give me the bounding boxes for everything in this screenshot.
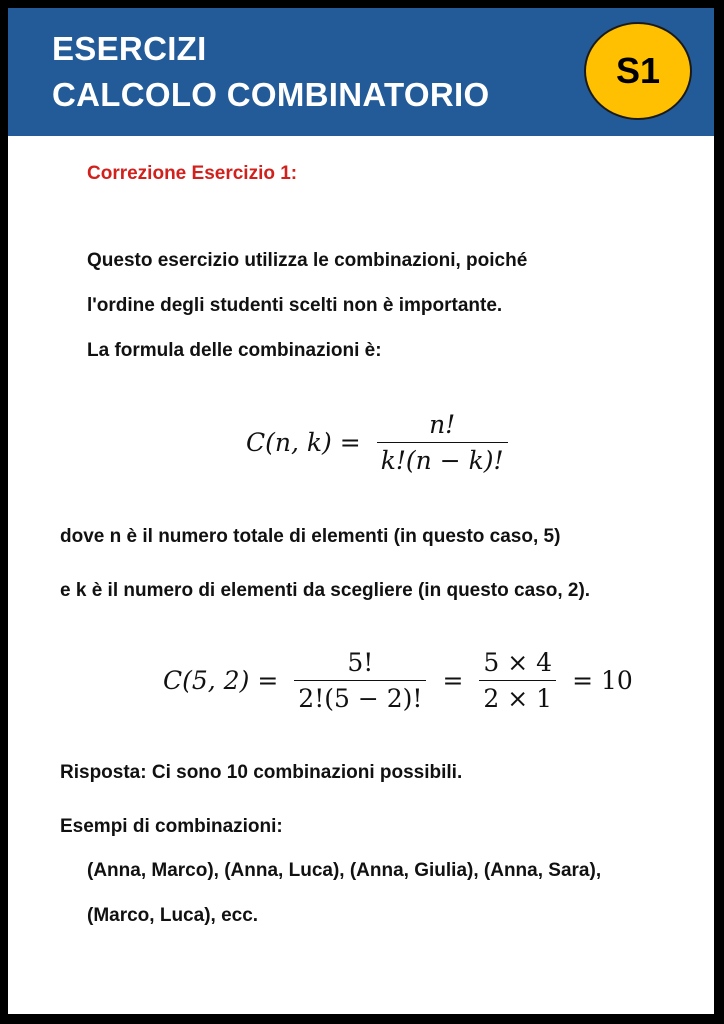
- correction-heading: Correzione Esercizio 1:: [87, 163, 298, 184]
- formula-denominator: k!(n − k)!: [377, 442, 508, 475]
- calc-fraction-2-numerator: 5 × 4: [483, 648, 553, 677]
- formula-lhs: C(n, k): [246, 428, 332, 457]
- intro-line-3: La formula delle combinazioni è:: [87, 340, 382, 361]
- formula-numerator: n!: [429, 410, 456, 439]
- title-line-1: ESERCIZI: [52, 30, 207, 67]
- explain-line-1: dove n è il numero totale di elementi (in questo caso, 5): [60, 526, 561, 547]
- combination-formula: [246, 410, 516, 475]
- examples-line-2: (Marco, Luca), ecc.: [87, 905, 259, 926]
- calc-fraction-2-denominator: 2 × 1: [479, 680, 556, 713]
- examples-heading: Esempi di combinazioni:: [60, 816, 283, 837]
- intro-line-2: l'ordine degli studenti scelti non è importante.: [87, 295, 503, 316]
- answer-text: Risposta: Ci sono 10 combinazioni possibili.: [60, 762, 463, 783]
- header-banner: [8, 8, 714, 136]
- calc-lhs: C(5, 2): [163, 666, 250, 695]
- calc-fraction-1-numerator: 5!: [347, 648, 374, 677]
- intro-line-1: Questo esercizio utilizza le combinazioni, poiché: [87, 250, 528, 271]
- calc-fraction-1: [294, 648, 426, 713]
- calc-fraction-1-denominator: 2!(5 − 2)!: [294, 680, 426, 713]
- calc-equals-2: =: [442, 666, 464, 695]
- calc-equals-1: =: [257, 666, 279, 695]
- sheet-badge: S1: [584, 22, 692, 120]
- title-line-2: CALCOLO COMBINATORIO: [52, 76, 490, 113]
- formula-equals: =: [339, 428, 361, 457]
- worksheet-page: [8, 8, 714, 1014]
- calc-equals-3: =: [572, 666, 594, 695]
- explain-line-2: e k è il numero di elementi da scegliere (in questo caso, 2).: [60, 580, 591, 601]
- calculation-formula: [163, 648, 633, 713]
- formula-fraction: [377, 410, 508, 475]
- examples-line-1: (Anna, Marco), (Anna, Luca), (Anna, Giulia), (Anna, Sara),: [87, 860, 602, 881]
- calc-result: 10: [601, 666, 633, 695]
- calc-fraction-2: [479, 648, 556, 713]
